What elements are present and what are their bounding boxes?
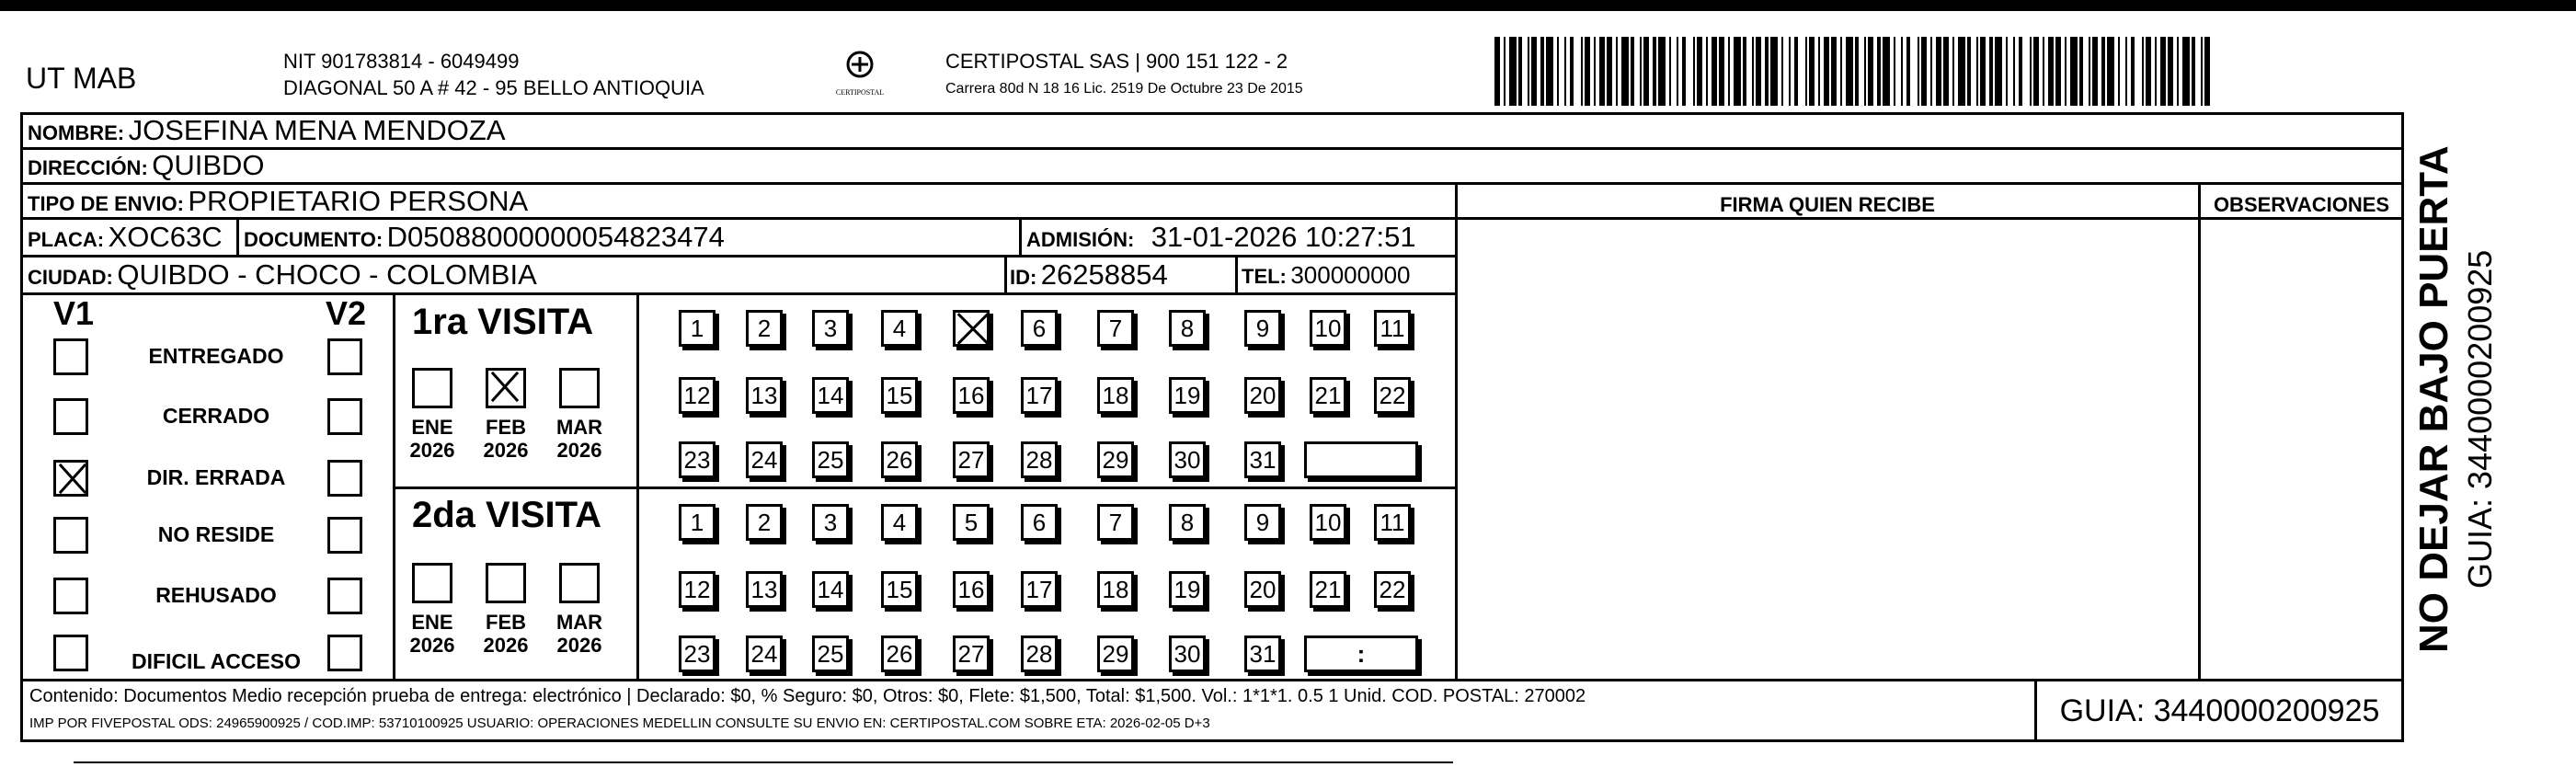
nombre-row — [28, 114, 506, 147]
day-box[interactable]: 9 — [1244, 504, 1281, 541]
footer-guia: GUIA: 3440000200925 — [2059, 693, 2380, 728]
day-box[interactable]: 27 — [953, 635, 990, 672]
barcode-bar — [2210, 37, 2214, 106]
placa-label: PLACA: — [28, 228, 105, 251]
admision-cell — [1026, 221, 1416, 254]
day-box[interactable]: 10 — [1310, 504, 1346, 541]
first-visit-title: 1ra VISITA — [412, 302, 594, 342]
day-box[interactable]: 19 — [1169, 571, 1206, 608]
barcode-bar — [1883, 37, 1890, 106]
tipo-row — [28, 185, 528, 218]
bottom-rule — [74, 761, 1453, 763]
time-box[interactable] — [1304, 441, 1418, 478]
day-box[interactable]: 5 — [953, 504, 990, 541]
day-box[interactable]: 11 — [1374, 504, 1411, 541]
barcode-bar — [2182, 37, 2190, 106]
day-box[interactable]: 6 — [1021, 504, 1058, 541]
v2-checkbox[interactable] — [327, 517, 362, 554]
company-name: UT MAB — [26, 62, 137, 95]
day-box[interactable]: 4 — [881, 310, 918, 347]
barcode-bar — [2022, 37, 2030, 106]
status-label: DIFICIL ACCESO — [131, 649, 301, 673]
month-checkbox[interactable] — [412, 563, 452, 603]
carrier-logo — [823, 46, 897, 107]
month-label: FEB 2026 — [483, 611, 529, 658]
day-box[interactable]: 30 — [1169, 635, 1206, 672]
day-box[interactable]: 31 — [1244, 635, 1281, 672]
day-box[interactable]: 17 — [1021, 571, 1058, 608]
day-box[interactable]: 21 — [1310, 571, 1346, 608]
company-address: DIAGONAL 50 A # 42 - 95 BELLO ANTIOQUIA — [283, 76, 704, 99]
month-label: MAR 2026 — [555, 416, 603, 463]
day-box[interactable]: 29 — [1097, 441, 1134, 478]
side-guia: GUIA: 3440000200925 — [2461, 249, 2499, 589]
top-edge-band — [0, 0, 2576, 11]
day-box[interactable]: 13 — [746, 571, 783, 608]
day-box[interactable]: 3 — [812, 504, 849, 541]
day-box[interactable]: 7 — [1097, 310, 1134, 347]
tipo-value: PROPIETARIO PERSONA — [188, 185, 529, 217]
ciudad-label: CIUDAD: — [28, 266, 113, 289]
direccion-row — [28, 149, 265, 182]
day-box[interactable]: 16 — [953, 571, 990, 608]
carrier-logo-icon — [823, 46, 897, 107]
month-checkbox[interactable] — [486, 563, 526, 603]
day-box[interactable]: 11 — [1374, 310, 1411, 347]
day-box[interactable]: 22 — [1374, 377, 1411, 414]
day-box[interactable] — [953, 310, 990, 347]
barcode-bar — [1621, 37, 1629, 106]
day-box[interactable]: 9 — [1244, 310, 1281, 347]
barcode-bar — [1910, 37, 1918, 106]
carrier-name: CERTIPOSTAL SAS | 900 151 122 - 2 — [945, 50, 1288, 73]
day-box[interactable]: 29 — [1097, 635, 1134, 672]
v1-checkbox[interactable] — [53, 460, 88, 497]
day-box[interactable]: 19 — [1169, 377, 1206, 414]
day-box[interactable]: 24 — [746, 441, 783, 478]
month-label: MAR 2026 — [555, 611, 603, 658]
day-box[interactable]: 12 — [679, 571, 716, 608]
day-box[interactable]: 25 — [812, 441, 849, 478]
barcode-bar — [2070, 37, 2078, 106]
day-box[interactable]: 20 — [1244, 571, 1281, 608]
barcode-bar — [1958, 37, 1965, 106]
day-box[interactable]: 17 — [1021, 377, 1058, 414]
day-box[interactable]: 30 — [1169, 441, 1206, 478]
tel-label: TEL: — [1242, 265, 1287, 288]
day-box[interactable]: 6 — [1021, 310, 1058, 347]
day-box[interactable]: 13 — [746, 377, 783, 414]
month-checkbox[interactable] — [412, 368, 452, 408]
firma-header: FIRMA QUIEN RECIBE — [1720, 193, 1935, 216]
documento-value: D05088000000054823474 — [386, 221, 725, 253]
direccion-value: QUIBDO — [152, 149, 265, 181]
time-box[interactable]: : — [1304, 635, 1418, 672]
v2-checkbox[interactable] — [327, 338, 362, 375]
day-box[interactable]: 20 — [1244, 377, 1281, 414]
day-box[interactable]: 8 — [1169, 310, 1206, 347]
day-box[interactable]: 8 — [1169, 504, 1206, 541]
ciudad-cell — [28, 258, 537, 292]
status-label: CERRADO — [162, 404, 270, 428]
tel-value: 300000000 — [1290, 261, 1411, 289]
v1-checkbox[interactable] — [53, 398, 88, 435]
placa-value: XOC63C — [108, 221, 223, 253]
status-label: NO RESIDE — [157, 522, 275, 546]
day-box[interactable]: 26 — [881, 635, 918, 672]
direccion-label: DIRECCIÓN: — [28, 156, 148, 179]
day-box[interactable]: 22 — [1374, 571, 1411, 608]
barcode-bar — [1658, 37, 1666, 106]
barcode-bar — [1798, 37, 1805, 106]
day-box[interactable]: 23 — [679, 635, 716, 672]
v2-checkbox[interactable] — [327, 578, 362, 614]
day-box[interactable]: 28 — [1021, 441, 1058, 478]
day-box[interactable]: 28 — [1021, 635, 1058, 672]
status-label: DIR. ERRADA — [146, 465, 286, 489]
barcode-bar — [1574, 37, 1581, 106]
v2-checkbox[interactable] — [327, 635, 362, 671]
day-box[interactable]: 18 — [1097, 377, 1134, 414]
month-label: ENE 2026 — [409, 611, 455, 658]
footer-imp: IMP POR FIVEPOSTAL ODS: 24965900925 / COD.IMP: 53710100925 USUARIO: OPERACIONES MEDELLIN CONSULTE SU ENVIO EN: CERTIPOSTAL.COM SOBRE ETA: 2026-02-05 D+3 — [29, 715, 1210, 731]
day-box[interactable]: 1 — [679, 504, 716, 541]
nombre-label: NOMBRE: — [28, 121, 125, 144]
month-label: FEB 2026 — [483, 416, 529, 463]
id-value: 26258854 — [1040, 258, 1168, 291]
company-nit: NIT 901783814 - 6049499 — [283, 50, 520, 73]
day-box[interactable]: 12 — [679, 377, 716, 414]
v2-checkbox[interactable] — [327, 398, 362, 435]
nombre-value: JOSEFINA MENA MENDOZA — [128, 114, 506, 146]
day-box[interactable]: 14 — [812, 377, 849, 414]
carrier-address: Carrera 80d N 18 16 Lic. 2519 De Octubre 23 De 2015 — [945, 81, 1303, 97]
day-box[interactable]: 15 — [881, 377, 918, 414]
day-box[interactable]: 31 — [1244, 441, 1281, 478]
v1-checkbox[interactable] — [53, 338, 88, 375]
v1-checkbox[interactable] — [53, 517, 88, 554]
day-box[interactable]: 21 — [1310, 377, 1346, 414]
documento-label: DOCUMENTO: — [244, 228, 384, 251]
v2-label: V2 — [326, 294, 367, 332]
observaciones-header: OBSERVACIONES — [2213, 193, 2390, 216]
admision-label: ADMISIÓN: — [1026, 228, 1135, 251]
admision-value: 31-01-2026 10:27:51 — [1151, 221, 1416, 253]
day-box[interactable]: 15 — [881, 571, 918, 608]
day-box[interactable]: 4 — [881, 504, 918, 541]
v1-checkbox[interactable] — [53, 578, 88, 614]
barcode-bar — [1846, 37, 1853, 106]
barcode-bar — [2107, 37, 2114, 106]
barcode — [1494, 37, 2223, 106]
day-box[interactable]: 24 — [746, 635, 783, 672]
day-box[interactable]: 7 — [1097, 504, 1134, 541]
day-box[interactable]: 10 — [1310, 310, 1346, 347]
month-checkbox[interactable] — [486, 368, 526, 408]
month-checkbox[interactable] — [559, 563, 600, 603]
day-box[interactable]: 1 — [679, 310, 716, 347]
logo-text: CERTIPOSTAL — [835, 88, 885, 97]
side-warning: NO DEJAR BAJO PUERTA — [2411, 145, 2456, 653]
footer-contenido: Contenido: Documentos Medio recepción prueba de entrega: electrónico | Declarado: $0, % Seguro: $0, Otros: $0, Flete: $1,500, Total: $1,500. Vol.: 1*1*1. 0.5 1 Unid. COD. POSTAL: 270002 — [29, 686, 1586, 706]
barcode-bar — [1686, 37, 1693, 106]
v1-checkbox[interactable] — [53, 635, 88, 671]
barcode-bar — [1770, 37, 1778, 106]
day-box[interactable]: 27 — [953, 441, 990, 478]
barcode-bar — [2135, 37, 2142, 106]
documento-cell — [244, 221, 725, 254]
v2-checkbox[interactable] — [327, 460, 362, 497]
day-box[interactable]: 25 — [812, 635, 849, 672]
id-cell — [1010, 258, 1168, 292]
day-box[interactable]: 23 — [679, 441, 716, 478]
day-box[interactable]: 26 — [881, 441, 918, 478]
id-label: ID: — [1010, 266, 1037, 289]
ciudad-value: QUIBDO - CHOCO - COLOMBIA — [117, 258, 537, 291]
day-box[interactable]: 14 — [812, 571, 849, 608]
second-visit-title: 2da VISITA — [412, 495, 601, 535]
barcode-bar — [1995, 37, 2002, 106]
placa-cell — [28, 221, 223, 254]
day-box[interactable]: 18 — [1097, 571, 1134, 608]
v1-label: V1 — [53, 294, 95, 332]
month-checkbox[interactable] — [559, 368, 600, 408]
status-label: REHUSADO — [155, 583, 277, 607]
day-box[interactable]: 16 — [953, 377, 990, 414]
status-label: ENTREGADO — [148, 344, 284, 368]
day-box[interactable]: 2 — [746, 504, 783, 541]
barcode-bar — [1734, 37, 1741, 106]
day-box[interactable]: 2 — [746, 310, 783, 347]
day-box[interactable]: 3 — [812, 310, 849, 347]
barcode-bar — [1546, 37, 1553, 106]
barcode-bar — [1509, 37, 1517, 106]
tel-cell — [1242, 261, 1410, 290]
tipo-label: TIPO DE ENVIO: — [28, 192, 184, 215]
month-label: ENE 2026 — [409, 416, 455, 463]
